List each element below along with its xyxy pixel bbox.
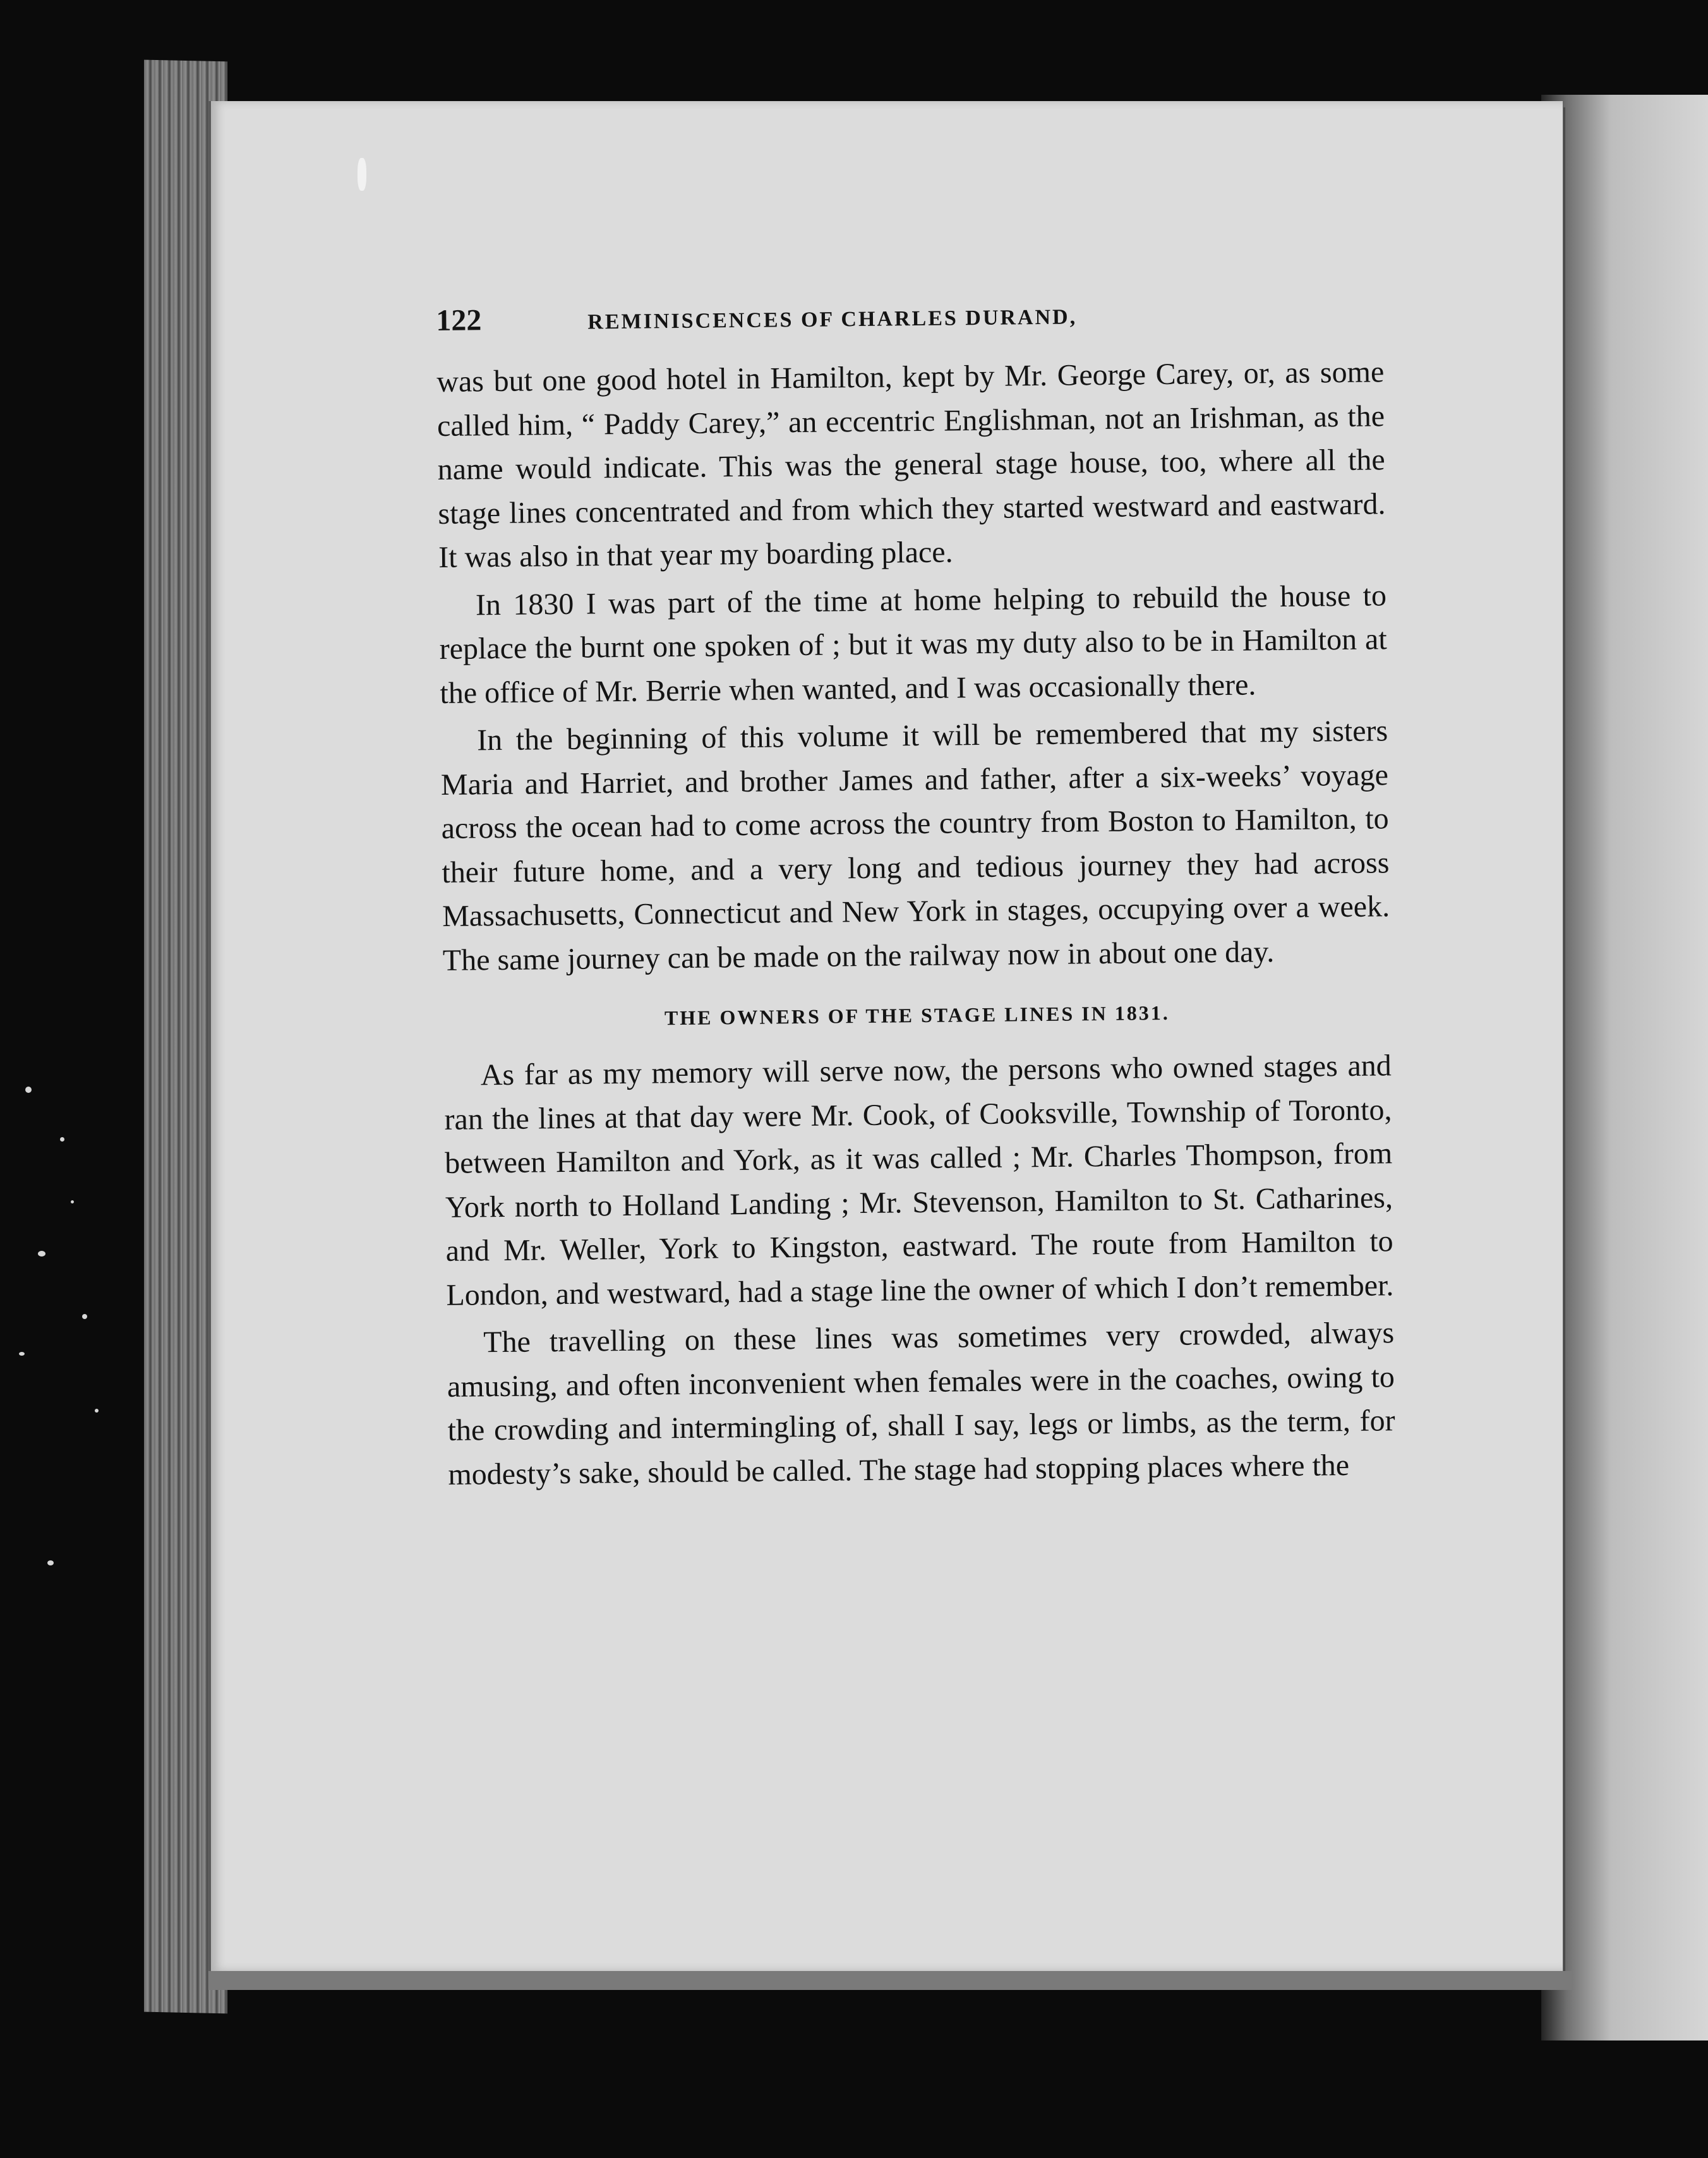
paragraph: As far as my memory will serve now, the persons who owned stages and ran the lines at that day were Mr. Cook, of Cooksville, Township of Toronto, between Hamilton and York, as it was called ; Mr. Charles Thompson, from York north to Holland Landing ; Mr. Stevenson, Hamilton to St. Catharines, and Mr. Weller, York to Kingston, eastward. The route from Hamilton to London, and westward, had a stage line the owner of which I don’t remember. bbox=[444, 1049, 1394, 1312]
paragraph: In 1830 I was part of the time at home helping to rebuild the house to replace the burnt one spoken of ; but it was my duty also to be in Hamilton at the office of Mr. Berrie when wanted, and I was occasionally there. bbox=[439, 578, 1387, 710]
running-head bbox=[436, 293, 1384, 347]
section-heading: THE OWNERS OF THE STAGE LINES IN 1831. bbox=[664, 1001, 1170, 1030]
paragraph: In the beginning of this volume it will be remembered that my sisters Maria and Harriet, and brother James and father, after a six-weeks’ voyage across the ocean had to come across the country from Boston to Hamilton, to their future home, and a very long and tedious journey they had across Massachusetts, Connecticut and New York in stages, occupying over a week. The same journey can be made on the railway now in about one day. bbox=[440, 714, 1390, 977]
page-bottom-edge bbox=[208, 1971, 1573, 1990]
page-text bbox=[436, 293, 1396, 1497]
scan-speck bbox=[38, 1251, 45, 1257]
scan-speck bbox=[95, 1409, 99, 1413]
scan-speck bbox=[25, 1087, 32, 1093]
scan-speck bbox=[19, 1352, 25, 1356]
facing-page bbox=[1541, 95, 1708, 2040]
running-title: REMINISCENCES OF CHARLES DURAND, bbox=[587, 305, 1078, 334]
scan-speck bbox=[47, 1560, 54, 1565]
page-number: 122 bbox=[436, 303, 482, 337]
scan-speck bbox=[82, 1314, 87, 1319]
paragraph: was but one good hotel in Hamilton, kept by Mr. George Carey, or, as some called him, “ Paddy Carey,” an eccentric Englishman, not an Irishman, as the name would indicate. This was the general stage house, too, where all the stage lines concentrated and from which they started westward and eastward. It was also in that year my boarding place. bbox=[436, 355, 1386, 574]
scan-speck bbox=[60, 1137, 64, 1142]
page-border bbox=[1563, 107, 1565, 1971]
paragraph: The travelling on these lines was sometimes very crowded, always amusing, and often inconvenient when females were in the coaches, owing to the crowding and intermingling of, shall I say, legs or limbs, as the term, for modesty’s sake, should be called. The stage had stopping places where the bbox=[447, 1316, 1395, 1492]
scan-speck bbox=[71, 1200, 74, 1203]
scan-speck bbox=[358, 158, 366, 191]
